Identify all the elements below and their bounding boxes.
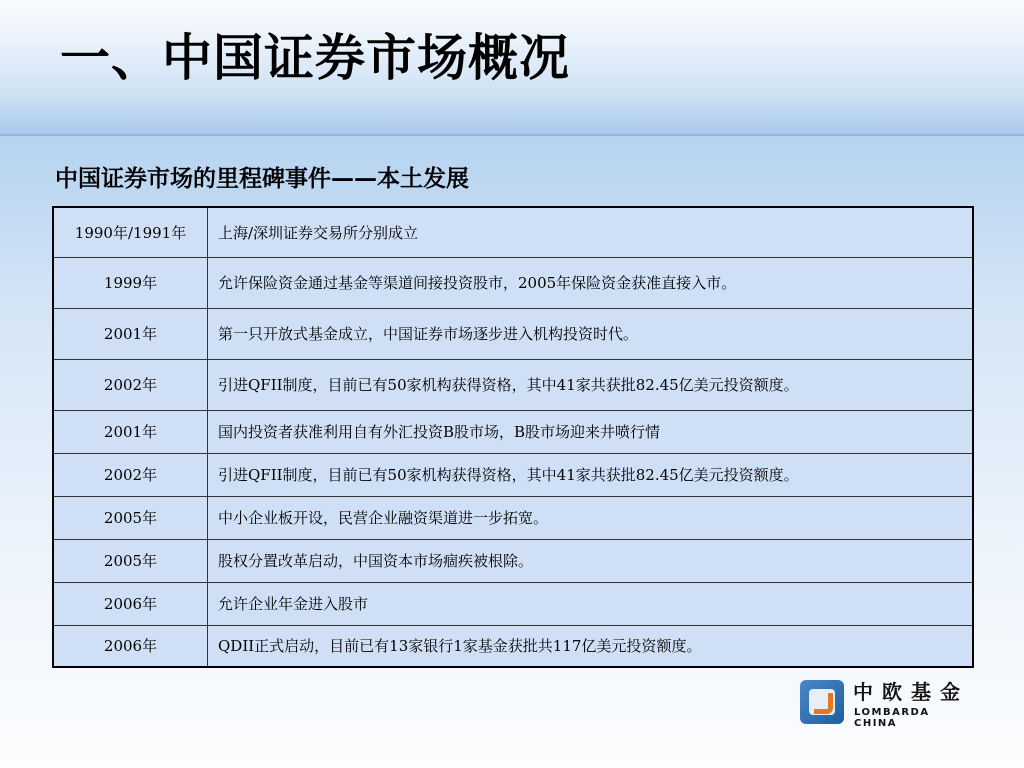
year-cell: 1999年 <box>53 257 208 308</box>
year-cell: 2005年 <box>53 496 208 539</box>
table-row <box>53 308 973 359</box>
event-cell: 允许保险资金通过基金等渠道间接投资股市，2005年保险资金获准直接入市。 <box>208 257 974 308</box>
year-cell: 2005年 <box>53 539 208 582</box>
year-cell: 2002年 <box>53 359 208 410</box>
event-cell: 股权分置改革启动，中国资本市场痼疾被根除。 <box>208 539 974 582</box>
event-cell: QDII正式启动，目前已有13家银行1家基金获批共117亿美元投资额度。 <box>208 625 974 667</box>
table-row <box>53 496 973 539</box>
year-cell: 2001年 <box>53 410 208 453</box>
year-cell: 2002年 <box>53 453 208 496</box>
year-cell: 2006年 <box>53 582 208 625</box>
event-cell: 国内投资者获准利用自有外汇投资B股市场，B股市场迎来井喷行情 <box>208 410 974 453</box>
table-row <box>53 539 973 582</box>
logo-name-english: LOMBARDA CHINA <box>854 707 930 729</box>
table-row <box>53 207 973 257</box>
year-cell: 2006年 <box>53 625 208 667</box>
company-logo <box>800 680 975 729</box>
event-cell: 引进QFII制度，目前已有50家机构获得资格，其中41家共获批82.45亿美元投资额度。 <box>208 453 974 496</box>
page-title: 一、中国证券市场概况 <box>60 29 570 87</box>
milestones-table <box>52 206 974 668</box>
event-cell: 中小企业板开设，民营企业融资渠道进一步拓宽。 <box>208 496 974 539</box>
event-cell: 引进QFII制度，目前已有50家机构获得资格，其中41家共获批82.45亿美元投资额度。 <box>208 359 974 410</box>
event-cell: 允许企业年金进入股市 <box>208 582 974 625</box>
table-row <box>53 410 973 453</box>
table-row <box>53 453 973 496</box>
table-row <box>53 582 973 625</box>
event-cell: 上海/深圳证券交易所分别成立 <box>208 207 974 257</box>
year-cell: 1990年/1991年 <box>53 207 208 257</box>
table-row <box>53 625 973 667</box>
event-cell: 第一只开放式基金成立，中国证券市场逐步进入机构投资时代。 <box>208 308 974 359</box>
lombarda-china-logo-icon <box>800 680 844 724</box>
logo-name-chinese: 中欧基金 <box>853 680 969 704</box>
header-divider <box>0 134 1024 136</box>
table-row <box>53 257 973 308</box>
table-row <box>53 359 973 410</box>
year-cell: 2001年 <box>53 308 208 359</box>
section-subtitle: 中国证券市场的里程碑事件——本土发展 <box>55 166 469 192</box>
